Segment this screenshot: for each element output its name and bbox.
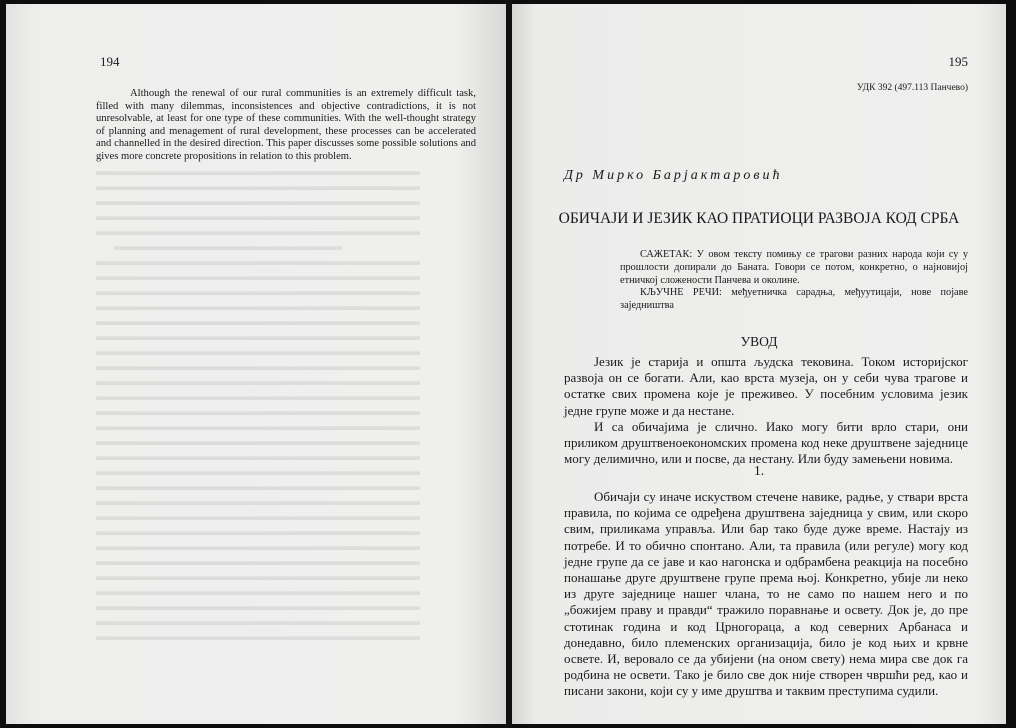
author-name: Др Мирко Барјактаровић [564, 168, 783, 183]
udk-classification: УДК 392 (497.113 Панчево) [856, 83, 968, 93]
page-number: 195 [948, 54, 968, 69]
section-heading-1: 1. [753, 463, 765, 478]
section1-paragraph: Обичаји су иначе искуством стечене навике, радње, у ствари врста правила, по којима се одређена друштвена заједница у свим, или скоро свим, приликама управља. Или бар тако буде дуже време. Настају из потребе. И то обично спонтано. Али, та правила (или регуле) могу код једне групе да се јаве и као нагонска и одбрамбена реакција на посебно понашање друге друштвене групе према њој. Конкретно, убије ли неко из друге заједнице нашег члана, то не само по нашем него и по „божијем праву и правди“ тражило поравнање и освету. Док је, до пре стотинак година и код Црногораца, а код северних Арбанаса и донедавно, било племенских организација, било је код њих и крвне освете. И, веровало се да убијени (на оном свету) нема мира све док га родбина не освети. Тако је било све док није створен чвршћи ред, као и писани закони, који су у име друштва и таквим преступима судили. [564, 489, 968, 699]
show-through-text: ▬▬▬▬▬▬▬▬▬▬▬▬▬▬▬▬▬▬▬▬▬▬▬▬▬▬▬ ▬▬▬▬▬▬▬▬▬▬▬▬▬▬▬▬▬▬▬▬▬▬▬▬▬▬▬ ▬▬▬▬▬▬▬▬▬▬▬▬▬▬▬▬▬▬▬▬▬▬▬▬▬▬▬ ▬▬▬▬▬▬▬▬▬▬▬▬▬▬▬▬▬▬▬▬▬▬▬▬▬▬▬ ▬▬▬▬▬▬▬▬▬▬▬▬▬▬▬▬▬▬▬▬▬▬▬▬▬▬▬ ▬▬▬▬▬▬▬▬▬▬▬▬▬▬▬▬▬▬▬ ▬▬▬▬▬▬▬▬▬▬▬▬▬▬▬▬▬▬▬▬▬▬▬▬▬▬▬ ▬▬▬▬▬▬▬▬▬▬▬▬▬▬▬▬▬▬▬▬▬▬▬▬▬▬▬ ▬▬▬▬▬▬▬▬▬▬▬▬▬▬▬▬▬▬▬▬▬▬▬▬▬▬▬ ▬▬▬▬▬▬▬▬▬▬▬▬▬▬▬▬▬▬▬▬▬▬▬▬▬▬▬ ▬▬▬▬▬▬▬▬▬▬▬▬▬▬▬▬▬▬▬▬▬▬▬▬▬▬▬ ▬▬▬▬▬▬▬▬▬▬▬▬▬▬▬▬▬▬▬▬▬▬▬▬▬▬▬ ▬▬▬▬▬▬▬▬▬▬▬▬▬▬▬▬▬▬▬▬▬▬▬▬▬▬▬ ▬▬▬▬▬▬▬▬▬▬▬▬▬▬▬▬▬▬▬▬▬▬▬▬▬▬▬ ▬▬▬▬▬▬▬▬▬▬▬▬▬▬▬▬▬▬▬▬▬▬▬▬▬▬▬ ▬▬▬▬▬▬▬▬▬▬▬▬▬▬▬▬▬▬▬▬▬▬▬▬▬▬▬ ▬▬▬▬▬▬▬▬▬▬▬▬▬▬▬▬▬▬▬▬▬▬▬▬▬▬▬ ▬▬▬▬▬▬▬▬▬▬▬▬▬▬▬▬▬▬▬▬▬▬▬▬▬▬▬ ▬▬▬▬▬▬▬▬▬▬▬▬▬▬▬▬▬▬▬▬▬▬▬▬▬▬▬ ▬▬▬▬▬▬▬▬▬▬▬▬▬▬▬▬▬▬▬▬▬▬▬▬▬▬▬ ▬▬▬▬▬▬▬▬▬▬▬▬▬▬▬▬▬▬▬▬▬▬▬▬▬▬▬ ▬▬▬▬▬▬▬▬▬▬▬▬▬▬▬▬▬▬▬▬▬▬▬▬▬▬▬ ▬▬▬▬▬▬▬▬▬▬▬▬▬▬▬▬▬▬▬▬▬▬▬▬▬▬▬ ▬▬▬▬▬▬▬▬▬▬▬▬▬▬▬▬▬▬▬▬▬▬▬▬▬▬▬ ▬▬▬▬▬▬▬▬▬▬▬▬▬▬▬▬▬▬▬▬▬▬▬▬▬▬▬ ▬▬▬▬▬▬▬▬▬▬▬▬▬▬▬▬▬▬▬▬▬▬▬▬▬▬▬ ▬▬▬▬▬▬▬▬▬▬▬▬▬▬▬▬▬▬▬▬▬▬▬▬▬▬▬ ▬▬▬▬▬▬▬▬▬▬▬▬▬▬▬▬▬▬▬▬▬▬▬▬▬▬▬ ▬▬▬▬▬▬▬▬▬▬▬▬▬▬▬▬▬▬▬▬▬▬▬▬▬▬▬ ▬▬▬▬▬▬▬▬▬▬▬▬▬▬▬▬▬▬▬▬▬▬▬▬▬▬▬ ▬▬▬▬▬▬▬▬▬▬▬▬▬▬▬▬▬▬▬▬▬▬▬▬▬▬▬ ▬▬▬▬▬▬▬▬▬▬▬▬▬▬▬▬▬▬▬▬▬▬▬▬▬▬▬ [96, 164, 420, 643]
english-abstract: Although the renewal of our rural communities is an extremely difficult task, filled with many dilemmas, inconsistences and objective contradictions, it is not unresolvable, at least for one type of these communities. With the well-thought strategy of planning and menagement of rural development, these processes can be accelerated and channelled in the desired direction. This paper discusses some possible solutions and gives more concrete propositions in relation to this problem. [96, 88, 476, 162]
keywords: КЉУЧНЕ РЕЧИ: међуетничка сарадња, међуутицаји, нове појаве заједништва [620, 287, 968, 311]
right-page [512, 4, 1006, 724]
summary: САЖЕТАК: У овом тексту помињу се трагови разних народа који су у прошлости допирали до Баната. Говори се потом, конкретно, о најновијој етничкој сложености Панчева и околине. [620, 249, 968, 286]
section-heading-intro: УВОД [740, 334, 778, 349]
intro-paragraph: Језик је старија и општа људска тековина. Током историјског развоја он се богати. Али, као врста музеја, он у себи чува трагове и остатке свих промена које је преживео. У посебним условима језик једне групе може и да нестане. [564, 354, 968, 418]
page-number: 194 [100, 54, 120, 69]
article-title: ОБИЧАЈИ И ЈЕЗИК КАО ПРАТИОЦИ РАЗВОЈА КОД СРБА [558, 210, 960, 227]
intro-paragraph: И са обичајима је слично. Иако могу бити врло стари, они приликом друштвеноекономских промена код неке друштвене заједнице могу делимично, или и посве, да нестану. Или буду замењени новима. [564, 419, 968, 467]
left-page [6, 4, 506, 724]
